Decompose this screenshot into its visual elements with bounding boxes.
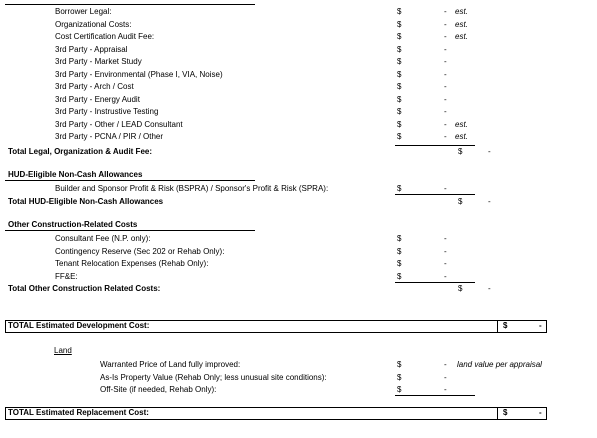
other-item-label: Contingency Reserve (Sec 202 or Rehab Only):	[55, 246, 225, 256]
legal-items-rule	[395, 145, 475, 146]
land-header: Land	[54, 346, 72, 355]
other-item-dash: -	[444, 259, 447, 268]
legal-item-dollar: $	[397, 132, 402, 141]
legal-item-dash: -	[444, 57, 447, 66]
other-total-dollar: $	[458, 284, 463, 293]
land-item-dollar: $	[397, 360, 402, 369]
other-item-dollar: $	[397, 234, 402, 243]
total-development-dollar: $	[503, 321, 508, 330]
other-item-dollar: $	[397, 259, 402, 268]
legal-item-dash: -	[444, 132, 447, 141]
land-items-rule	[395, 395, 475, 396]
legal-item-note: est.	[455, 32, 468, 41]
other-item-dash: -	[444, 271, 447, 281]
noncash-total-label: Total HUD-Eligible Non-Cash Allowances	[8, 197, 164, 206]
total-legal-dash: -	[488, 147, 491, 156]
legal-item-dollar: $	[397, 82, 402, 91]
total-replacement-divider	[497, 407, 498, 420]
noncash-item-rule	[395, 194, 475, 195]
land-item-dollar: $	[397, 385, 402, 394]
legal-item-dollar: $	[397, 57, 402, 66]
land-item-dollar: $	[397, 372, 402, 382]
legal-item-dash: -	[444, 69, 447, 79]
legal-item-label: Borrower Legal:	[55, 7, 112, 16]
legal-item-label: 3rd Party - Other / LEAD Consultant	[55, 119, 183, 129]
noncash-header: HUD-Eligible Non-Cash Allowances	[8, 170, 143, 179]
other-items-rule	[395, 282, 475, 283]
total-legal-label: Total Legal, Organization & Audit Fee:	[8, 147, 153, 156]
land-item-label: Off-Site (if needed, Rehab Only):	[100, 385, 217, 394]
other-item-dollar: $	[397, 246, 402, 256]
other-item-label: Tenant Relocation Expenses (Rehab Only):	[55, 259, 209, 268]
land-item-dash: -	[444, 372, 447, 382]
total-replacement-dollar: $	[503, 408, 508, 417]
legal-item-dollar: $	[397, 69, 402, 79]
legal-item-dash: -	[444, 44, 447, 54]
noncash-header-rule	[5, 180, 255, 181]
legal-item-dollar: $	[397, 32, 402, 41]
noncash-item-dollar: $	[397, 184, 402, 193]
legal-item-label: 3rd Party - Arch / Cost	[55, 82, 134, 91]
total-replacement-dash: -	[539, 408, 542, 417]
legal-item-dash: -	[444, 7, 447, 16]
other-header: Other Construction-Related Costs	[8, 220, 138, 229]
noncash-total-dollar: $	[458, 197, 463, 206]
legal-item-dash: -	[444, 19, 447, 29]
legal-item-dash: -	[444, 82, 447, 91]
noncash-item-dash: -	[444, 184, 447, 193]
other-item-dollar: $	[397, 271, 402, 281]
total-development-dash: -	[539, 321, 542, 330]
legal-item-label: 3rd Party - Appraisal	[55, 44, 128, 54]
legal-item-label: 3rd Party - Environmental (Phase I, VIA, Noise)	[55, 69, 223, 79]
noncash-total-dash: -	[488, 197, 491, 206]
other-item-dash: -	[444, 234, 447, 243]
legal-item-dollar: $	[397, 7, 402, 16]
legal-item-label: 3rd Party - Energy Audit	[55, 94, 140, 104]
other-item-dash: -	[444, 246, 447, 256]
legal-item-dash: -	[444, 119, 447, 129]
other-total-label: Total Other Construction Related Costs:	[8, 284, 161, 293]
legal-item-dollar: $	[397, 19, 402, 29]
legal-item-note: est.	[455, 119, 468, 129]
total-replacement-label: TOTAL Estimated Replacement Cost:	[8, 408, 149, 417]
legal-item-dash: -	[444, 94, 447, 104]
legal-item-label: Organizational Costs:	[55, 19, 132, 29]
legal-item-label: Cost Certification Audit Fee:	[55, 32, 155, 41]
legal-item-label: 3rd Party - Instrustive Testing	[55, 107, 159, 116]
total-development-label: TOTAL Estimated Development Cost:	[8, 321, 150, 330]
other-item-label: FF&E:	[55, 271, 78, 281]
other-header-rule	[5, 230, 255, 231]
legal-item-dollar: $	[397, 119, 402, 129]
legal-item-note: est.	[455, 19, 468, 29]
legal-item-dollar: $	[397, 94, 402, 104]
land-item-note: land value per appraisal	[457, 360, 542, 369]
total-development-divider	[497, 320, 498, 333]
top-rule	[5, 4, 255, 5]
legal-item-label: 3rd Party - Market Study	[55, 57, 142, 66]
legal-item-dollar: $	[397, 44, 402, 54]
legal-item-label: 3rd Party - PCNA / PIR / Other	[55, 132, 164, 141]
other-total-dash: -	[488, 284, 491, 293]
land-item-dash: -	[444, 385, 447, 394]
legal-item-dash: -	[444, 32, 447, 41]
land-item-label: Warranted Price of Land fully improved:	[100, 360, 241, 369]
legal-item-dash: -	[444, 107, 447, 116]
legal-item-note: est.	[455, 7, 468, 16]
legal-item-dollar: $	[397, 107, 402, 116]
land-item-label: As-Is Property Value (Rehab Only; less unusual site conditions):	[100, 372, 327, 382]
other-item-label: Consultant Fee (N.P. only):	[55, 234, 151, 243]
legal-item-note: est.	[455, 132, 468, 141]
land-item-dash: -	[444, 360, 447, 369]
noncash-item-label: Builder and Sponsor Profit & Risk (BSPRA) / Sponsor's Profit & Risk (SPRA):	[55, 184, 329, 193]
total-legal-dollar: $	[458, 147, 463, 156]
